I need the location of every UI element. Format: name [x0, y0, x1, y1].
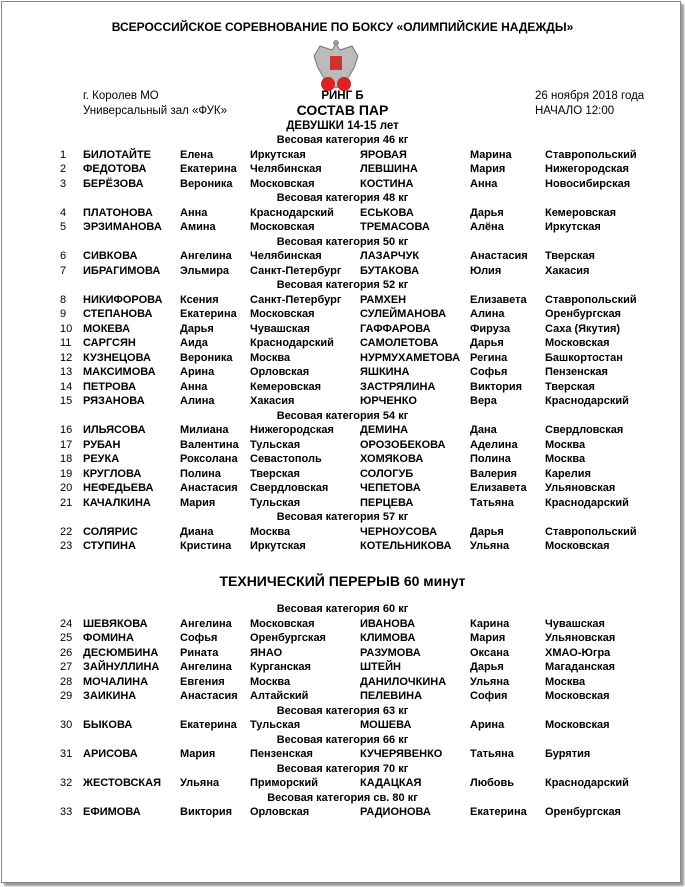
- bout-num: 20: [60, 482, 73, 494]
- bout-region: Санкт-Петербург: [250, 293, 342, 306]
- bout-surname: ФОМИНА: [83, 632, 134, 644]
- bout-name: Ульяна: [180, 777, 220, 789]
- bout-num: 7: [60, 264, 67, 277]
- bout-opp-name: Татьяна: [470, 748, 514, 760]
- bout-opp-name: Алина: [470, 308, 505, 320]
- bout-row: [0, 265, 685, 280]
- bout-region: Севастополь: [250, 453, 322, 465]
- ring: РИНГ Б: [321, 90, 364, 102]
- bout-row: [0, 661, 685, 676]
- bout-num: 17: [60, 438, 73, 451]
- heading: СОСТАВ ПАР: [296, 102, 389, 118]
- weight-category-heading: Весовая категория 70 кг: [276, 762, 409, 775]
- bout-row: [0, 352, 685, 367]
- bout-name: Ангелина: [180, 661, 232, 673]
- bout-num: 16: [60, 424, 73, 436]
- bout-row: [0, 482, 685, 497]
- bout-surname: МАКСИМОВА: [83, 366, 156, 378]
- bout-num: 1: [60, 148, 67, 161]
- bout-region: Орловская: [250, 366, 310, 378]
- bout-row: [0, 149, 685, 164]
- bout-surname: ФЕДОТОВА: [83, 163, 147, 175]
- bout-opp-name: Алёна: [470, 221, 504, 233]
- weight-category-heading: Весовая категория 50 кг: [276, 235, 409, 248]
- bout-opp-surname: БУТАКОВА: [360, 264, 420, 277]
- document-title: ВСЕРОССИЙСКОЕ СОРЕВНОВАНИЕ ПО БОКСУ «ОЛИМПИЙСКИЕ НАДЕЖДЫ»: [111, 20, 574, 34]
- bout-opp-surname: КУЧЕРЯВЕНКО: [360, 748, 443, 760]
- bout-num: 4: [60, 206, 67, 219]
- bout-region: Иркутская: [250, 148, 306, 161]
- bout-opp-name: Юлия: [470, 264, 502, 277]
- bout-opp-surname: КЛИМОВА: [360, 632, 416, 644]
- bout-opp-surname: ЗАСТРЯЛИНА: [360, 380, 436, 393]
- bout-name: Роксолана: [180, 453, 238, 465]
- bout-opp-surname: КАДАЦКАЯ: [360, 777, 422, 789]
- bout-opp-region: Магаданская: [545, 661, 616, 673]
- bout-surname: СТЕПАНОВА: [83, 308, 153, 320]
- bout-row: [0, 439, 685, 454]
- bout-region: Кемеровская: [250, 380, 322, 393]
- city: г. Королев МО: [83, 90, 159, 102]
- bout-num: 15: [60, 395, 73, 407]
- bout-name: Евгения: [180, 675, 225, 688]
- bout-name: Анна: [180, 380, 208, 393]
- bout-opp-region: Московская: [545, 690, 610, 702]
- bout-surname: СТУПИНА: [83, 540, 136, 552]
- bout-region: Тульская: [250, 719, 301, 731]
- bout-surname: ЗАИКИНА: [83, 690, 137, 702]
- bout-name: Екатерина: [180, 163, 237, 175]
- bout-num: 28: [60, 675, 73, 688]
- bout-region: Московская: [250, 308, 315, 320]
- bout-opp-surname: ЮРЧЕНКО: [360, 395, 417, 407]
- bout-opp-surname: КОТЕЛЬНИКОВА: [360, 540, 452, 552]
- bout-opp-surname: ЯШКИНА: [360, 366, 410, 378]
- bout-num: 30: [60, 719, 73, 731]
- bout-opp-name: Елизавета: [470, 482, 527, 494]
- bout-region: Оренбургская: [250, 632, 326, 644]
- bout-row: [0, 468, 685, 483]
- bout-opp-region: Москва: [545, 438, 586, 451]
- bout-opp-name: Дарья: [470, 661, 504, 673]
- bout-num: 22: [60, 525, 73, 538]
- weight-category-heading: Весовая категория 48 кг: [276, 192, 409, 204]
- bout-row: [0, 806, 685, 821]
- bout-surname: САРГСЯН: [83, 337, 136, 349]
- bout-num: 32: [60, 777, 73, 789]
- bout-name: Мария: [180, 748, 216, 760]
- bout-row: [0, 497, 685, 512]
- bout-opp-name: Карина: [470, 617, 510, 630]
- bout-region: Московская: [250, 221, 315, 233]
- bout-opp-name: Анастасия: [470, 250, 528, 262]
- bout-opp-surname: ЯРОВАЯ: [360, 148, 407, 161]
- bout-row: [0, 748, 685, 763]
- bout-surname: СИВКОВА: [83, 250, 138, 262]
- bout-num: 33: [60, 806, 73, 818]
- bout-opp-surname: ЛЕВШИНА: [360, 163, 418, 175]
- bout-name: Аида: [180, 337, 208, 349]
- bout-name: Милиана: [180, 424, 229, 436]
- bout-opp-surname: НУРМУХАМЕТОВА: [360, 351, 461, 364]
- bout-surname: РЕУКА: [83, 453, 120, 465]
- bout-opp-name: Дана: [470, 424, 497, 436]
- bout-row: [0, 323, 685, 338]
- bout-surname: БЫКОВА: [83, 719, 133, 731]
- bout-row: [0, 178, 685, 193]
- bout-opp-name: Фируза: [470, 322, 511, 335]
- bout-surname: ДЕСЮМБИНА: [83, 646, 159, 659]
- bout-opp-region: Башкортостан: [545, 351, 623, 364]
- bout-row: [0, 540, 685, 555]
- bout-opp-name: Дарья: [470, 525, 504, 538]
- bout-surname: КАЧАЛКИНА: [83, 496, 151, 509]
- bout-row: [0, 366, 685, 381]
- bout-opp-surname: КОСТИНА: [360, 177, 414, 190]
- bout-opp-region: Краснодарский: [545, 777, 629, 789]
- bout-region: Москва: [250, 675, 291, 688]
- bout-row: [0, 526, 685, 541]
- bout-num: 27: [60, 661, 73, 673]
- bout-opp-region: Оренбургская: [545, 308, 621, 320]
- bout-name: Арина: [180, 366, 215, 378]
- bout-region: Орловская: [250, 806, 310, 818]
- bout-surname: КРУГЛОВА: [83, 467, 142, 480]
- bout-opp-surname: ТРЕМАСОВА: [360, 221, 430, 233]
- bout-region: Тульская: [250, 438, 301, 451]
- bout-num: 3: [60, 177, 67, 190]
- weight-category-heading: Весовая категория 60 кг: [276, 603, 409, 615]
- bout-opp-region: Саха (Якутия): [545, 322, 621, 335]
- bout-name: Ксения: [180, 293, 219, 306]
- bout-opp-region: Иркутская: [545, 221, 601, 233]
- bout-opp-name: Регина: [470, 351, 508, 364]
- bout-num: 2: [60, 163, 67, 175]
- bout-num: 10: [60, 322, 73, 335]
- bout-opp-name: Оксана: [470, 646, 510, 659]
- bout-surname: РУБАН: [83, 438, 121, 451]
- bout-opp-region: Московская: [545, 540, 610, 552]
- bout-surname: МОКЕВА: [83, 322, 131, 335]
- bout-opp-surname: ПЕЛЕВИНА: [360, 690, 423, 702]
- bout-row: [0, 453, 685, 468]
- bout-name: Екатерина: [180, 308, 237, 320]
- bout-row: [0, 690, 685, 705]
- bout-name: Рината: [180, 646, 219, 659]
- bout-name: Елена: [180, 148, 214, 161]
- bout-opp-name: Дарья: [470, 337, 504, 349]
- bout-opp-surname: ОРОЗОБЕКОВА: [360, 438, 446, 451]
- bout-row: [0, 250, 685, 265]
- bout-name: Мария: [180, 496, 216, 509]
- bout-opp-name: Екатерина: [470, 806, 527, 818]
- bout-opp-surname: ЛАЗАРЧУК: [360, 250, 420, 262]
- weight-category-heading: Весовая категория 63 кг: [276, 704, 409, 717]
- bout-name: Анна: [180, 206, 208, 219]
- bout-num: 25: [60, 632, 73, 644]
- bout-name: Дарья: [180, 322, 214, 335]
- bout-surname: КУЗНЕЦОВА: [83, 351, 151, 364]
- bout-opp-name: Мария: [470, 163, 506, 175]
- weight-category-heading: Весовая категория 57 кг: [276, 511, 409, 523]
- bout-row: [0, 221, 685, 236]
- bout-num: 8: [60, 293, 67, 306]
- bout-surname: ЖЕСТОВСКАЯ: [83, 777, 161, 789]
- bout-num: 26: [60, 646, 73, 659]
- bout-name: Амина: [180, 221, 216, 233]
- bout-opp-name: Дарья: [470, 206, 504, 219]
- bout-region: Пензенская: [250, 748, 313, 760]
- bout-surname: ИЛЬЯСОВА: [83, 424, 146, 436]
- bout-row: [0, 632, 685, 647]
- bout-region: Москва: [250, 525, 291, 538]
- bout-region: Алтайский: [250, 690, 309, 702]
- bout-opp-surname: ДЕМИНА: [360, 424, 409, 436]
- bout-region: Иркутская: [250, 540, 306, 552]
- bout-name: Полина: [180, 467, 221, 480]
- bout-num: 18: [60, 453, 73, 465]
- bout-opp-name: Любовь: [470, 777, 515, 789]
- bout-region: Курганская: [250, 661, 311, 673]
- bout-name: Софья: [180, 632, 218, 644]
- bout-opp-surname: ДАНИЛОЧКИНА: [360, 675, 447, 688]
- bout-surname: РЯЗАНОВА: [83, 395, 145, 407]
- bout-name: Валентина: [180, 438, 239, 451]
- bout-num: 6: [60, 250, 67, 262]
- bout-surname: ЗАЙНУЛЛИНА: [83, 661, 160, 673]
- bout-row: [0, 163, 685, 178]
- venue: Универсальный зал «ФУК»: [83, 105, 228, 117]
- weight-category-heading: Весовая категория 66 кг: [276, 733, 409, 746]
- bout-region: Нижегородская: [250, 424, 334, 436]
- bout-name: Ангелина: [180, 617, 232, 630]
- bout-surname: СОЛЯРИС: [83, 525, 138, 538]
- bout-opp-region: Бурятия: [545, 748, 591, 760]
- bout-opp-region: Нижегородская: [545, 163, 629, 175]
- bout-opp-region: Новосибирская: [545, 177, 631, 190]
- bout-region: Москва: [250, 351, 291, 364]
- bout-opp-name: Анна: [470, 177, 498, 190]
- bout-opp-name: Виктория: [470, 380, 523, 393]
- bout-row: [0, 207, 685, 222]
- bout-name: Екатерина: [180, 719, 237, 731]
- bout-opp-region: Москва: [545, 675, 586, 688]
- bout-region: Московская: [250, 177, 315, 190]
- bout-name: Ангелина: [180, 250, 232, 262]
- bout-surname: НЕФЕДЬЕВА: [83, 482, 154, 494]
- bout-num: 14: [60, 380, 73, 393]
- bout-region: Челябинская: [250, 163, 322, 175]
- bout-surname: ПЕТРОВА: [83, 380, 137, 393]
- bout-opp-region: Ставропольский: [545, 525, 637, 538]
- bout-opp-surname: СОЛОГУБ: [360, 467, 414, 480]
- bout-opp-region: Московская: [545, 719, 610, 731]
- bout-num: 5: [60, 221, 67, 233]
- bout-num: 12: [60, 351, 73, 364]
- bout-opp-region: Ставропольский: [545, 148, 637, 161]
- bout-surname: БИЛОТАЙТЕ: [83, 148, 152, 161]
- bout-surname: МОЧАЛИНА: [83, 675, 149, 688]
- bout-row: [0, 719, 685, 734]
- bout-region: Московская: [250, 617, 315, 630]
- bout-num: 11: [60, 337, 72, 349]
- bout-opp-region: Карелия: [545, 467, 591, 480]
- bout-opp-name: Марина: [470, 148, 512, 161]
- bout-opp-surname: СУЛЕЙМАНОВА: [360, 308, 447, 320]
- bout-region: Хакасия: [250, 395, 295, 407]
- bout-opp-surname: ЧЕРНОУСОВА: [360, 525, 438, 538]
- bout-region: Приморский: [250, 777, 318, 789]
- bout-region: Тверская: [250, 467, 300, 480]
- bout-opp-surname: ЕСЬКОВА: [360, 206, 414, 219]
- bout-name: Алина: [180, 395, 215, 407]
- bout-opp-surname: ИВАНОВА: [360, 617, 416, 630]
- bout-surname: ЭРЗИМАНОВА: [83, 221, 162, 233]
- bout-opp-region: Тверская: [545, 250, 595, 262]
- bout-opp-name: Елизавета: [470, 293, 527, 306]
- bout-num: 19: [60, 467, 73, 480]
- bout-num: 9: [60, 308, 67, 320]
- bout-row: [0, 777, 685, 792]
- bout-name: Вероника: [180, 351, 233, 364]
- bout-surname: АРИСОВА: [83, 748, 138, 760]
- bout-surname: ИБРАГИМОВА: [83, 264, 161, 277]
- bout-opp-region: Хакасия: [545, 264, 590, 277]
- bout-name: Эльмира: [180, 264, 230, 277]
- bout-num: 31: [60, 748, 73, 760]
- bout-surname: ЕФИМОВА: [83, 806, 141, 818]
- bout-opp-surname: ПЕРЦЕВА: [360, 496, 414, 509]
- weight-category-heading: Весовая категория 46 кг: [276, 134, 409, 146]
- bout-num: 23: [60, 540, 73, 552]
- eagle-emblem-icon: [312, 38, 360, 96]
- bout-opp-surname: ЧЕПЕТОВА: [360, 482, 421, 494]
- weight-category-heading: Весовая категория 54 кг: [276, 409, 409, 422]
- bout-region: Челябинская: [250, 250, 322, 262]
- bout-opp-name: Ульяна: [470, 675, 510, 688]
- bout-row: [0, 294, 685, 309]
- bout-name: Анастасия: [180, 690, 238, 702]
- bout-region: ЯНАО: [250, 646, 283, 659]
- bout-opp-surname: ГАФФАРОВА: [360, 322, 431, 335]
- bout-row: [0, 676, 685, 691]
- bout-opp-name: Вера: [470, 395, 497, 407]
- bout-opp-region: ХМАО-Югра: [545, 646, 611, 659]
- date: 26 ноября 2018 года: [535, 90, 645, 102]
- bout-opp-name: Мария: [470, 632, 506, 644]
- bout-opp-surname: РАМХЕН: [360, 293, 407, 306]
- bout-region: Свердловская: [250, 482, 329, 494]
- bout-num: 21: [60, 496, 73, 509]
- bout-row: [0, 647, 685, 662]
- bout-num: 13: [60, 366, 73, 378]
- bout-opp-region: Ульяновская: [545, 482, 616, 494]
- weight-category-heading: Весовая категория 52 кг: [276, 279, 409, 291]
- bout-opp-region: Свердловская: [545, 424, 624, 436]
- bout-region: Краснодарский: [250, 337, 334, 349]
- break-notice: ТЕХНИЧЕСКИЙ ПЕРЕРЫВ 60 минут: [219, 573, 466, 589]
- bout-opp-surname: МОШЕВА: [360, 719, 412, 731]
- weight-category-heading: Весовая категория св. 80 кг: [267, 791, 418, 804]
- bout-opp-surname: РАДИОНОВА: [360, 806, 431, 818]
- bout-opp-name: София: [470, 690, 508, 702]
- bout-row: [0, 337, 685, 352]
- bout-opp-surname: РАЗУМОВА: [360, 646, 421, 659]
- bout-opp-region: Москва: [545, 453, 586, 465]
- bout-region: Чувашская: [250, 322, 310, 335]
- bout-opp-name: Полина: [470, 453, 511, 465]
- bout-opp-region: Оренбургская: [545, 806, 621, 818]
- bout-region: Краснодарский: [250, 206, 334, 219]
- bout-opp-name: Софья: [470, 366, 508, 378]
- bout-opp-surname: САМОЛЕТОВА: [360, 337, 439, 349]
- bout-opp-region: Ульяновская: [545, 632, 616, 644]
- bout-opp-region: Кемеровская: [545, 206, 617, 219]
- bout-opp-region: Краснодарский: [545, 496, 629, 509]
- start-time: НАЧАЛО 12:00: [535, 105, 615, 117]
- bout-region: Тульская: [250, 496, 301, 509]
- bout-opp-surname: ШТЕЙН: [360, 661, 401, 673]
- bout-opp-name: Аделина: [470, 438, 518, 451]
- bout-name: Диана: [180, 525, 214, 538]
- bout-name: Анастасия: [180, 482, 238, 494]
- bout-opp-name: Ульяна: [470, 540, 510, 552]
- bout-num: 24: [60, 617, 73, 630]
- bout-surname: НИКИФОРОВА: [83, 293, 163, 306]
- bout-opp-region: Тверская: [545, 380, 595, 393]
- bout-row: [0, 381, 685, 396]
- bout-row: [0, 308, 685, 323]
- bout-surname: ШЕВЯКОВА: [83, 617, 148, 630]
- bout-opp-name: Валерия: [470, 467, 517, 480]
- bout-opp-region: Московская: [545, 337, 610, 349]
- bout-opp-region: Пензенская: [545, 366, 608, 378]
- bout-row: [0, 424, 685, 439]
- bout-surname: ПЛАТОНОВА: [83, 206, 153, 219]
- bout-name: Вероника: [180, 177, 233, 190]
- group: ДЕВУШКИ 14-15 лет: [286, 120, 399, 132]
- bout-num: 29: [60, 690, 73, 702]
- bout-surname: БЕРЁЗОВА: [83, 177, 144, 190]
- bout-opp-region: Краснодарский: [545, 395, 629, 407]
- bout-region: Санкт-Петербург: [250, 264, 342, 277]
- bout-opp-region: Ставропольский: [545, 293, 637, 306]
- bout-name: Кристина: [180, 540, 232, 552]
- bout-opp-name: Арина: [470, 719, 505, 731]
- bout-opp-surname: ХОМЯКОВА: [360, 453, 424, 465]
- bout-row: [0, 395, 685, 410]
- bout-opp-name: Татьяна: [470, 496, 514, 509]
- bout-row: [0, 618, 685, 633]
- bout-opp-region: Чувашская: [545, 617, 605, 630]
- bout-name: Виктория: [180, 806, 233, 818]
